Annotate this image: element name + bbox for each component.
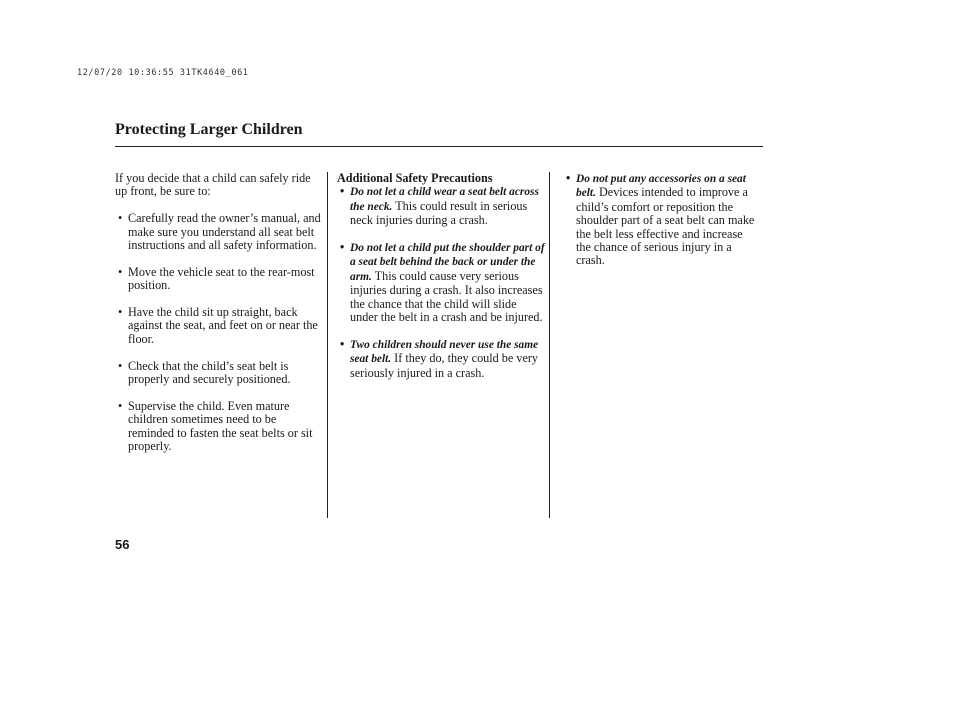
bullet-icon: • (118, 305, 123, 320)
warning-text: Devices intended to improve a child’s comfort or reposition the shoulder part of a seat belt can make the belt less effective and increase the chance of serious injury in a crash. (576, 185, 755, 268)
warning-text: This could result in serious neck injuries during a crash. (350, 198, 528, 228)
list-item-text: Supervise the child. Even mature children sometimes need to be reminded to fasten the seat belts or sit properly. (128, 398, 313, 454)
list-item (115, 212, 323, 252)
bullet-icon: • (340, 184, 345, 199)
list-item (337, 241, 545, 324)
bullet-icon: • (566, 171, 571, 185)
list-item (115, 306, 323, 346)
list-item (115, 400, 323, 454)
list-item (337, 185, 545, 227)
print-timestamp: 12/07/20 10:36:55 31TK4640_061 (77, 68, 249, 78)
bullet-icon: • (118, 358, 123, 373)
warning-text: If they do, they could be very seriously injured in a crash. (350, 351, 539, 380)
bullet-icon: • (118, 211, 123, 226)
bullet-icon: • (118, 264, 123, 279)
section-heading: Additional Safety Precautions (337, 171, 493, 185)
list-item (115, 266, 323, 293)
list-item-text: Have the child sit up straight, back against the seat, and feet on or near the floor. (128, 305, 318, 346)
title-rule (115, 146, 763, 147)
bullet-icon: • (340, 336, 345, 351)
warning-lead: Do not let a child put the shoulder part of a seat belt behind the back or under the arm. (350, 242, 545, 283)
column-divider-1 (327, 172, 328, 518)
warning-lead: Do not put any accessories on a seat belt. (576, 173, 746, 200)
warning-lead: Do not let a child wear a seat belt across the neck. (350, 186, 539, 213)
warning-lead: Two children should never use the same seat belt. (350, 338, 539, 366)
column-divider-2 (549, 172, 550, 518)
bullet-icon: • (340, 240, 345, 255)
column-middle (337, 172, 545, 393)
bullet-icon: • (118, 398, 123, 413)
list-item-text: Check that the child’s seat belt is properly and securely positioned. (128, 358, 291, 387)
column-right (563, 172, 759, 281)
list-item (337, 338, 545, 380)
column-left (115, 172, 323, 467)
page-title: Protecting Larger Children (115, 121, 303, 138)
list-item-text: Move the vehicle seat to the rear-most position. (128, 264, 315, 293)
intro-paragraph: If you decide that a child can safely ride up front, be sure to: (115, 171, 311, 199)
list-item (115, 360, 323, 387)
list-item-text: Carefully read the owner’s manual, and make sure you understand all seat belt instructions and all safety information. (128, 211, 321, 253)
warning-text: This could cause very serious injuries during a crash. It also increases the chance that the child will slide under the belt in a crash and be injured. (350, 268, 543, 325)
page-number: 56 (115, 537, 130, 552)
list-item (563, 172, 759, 268)
